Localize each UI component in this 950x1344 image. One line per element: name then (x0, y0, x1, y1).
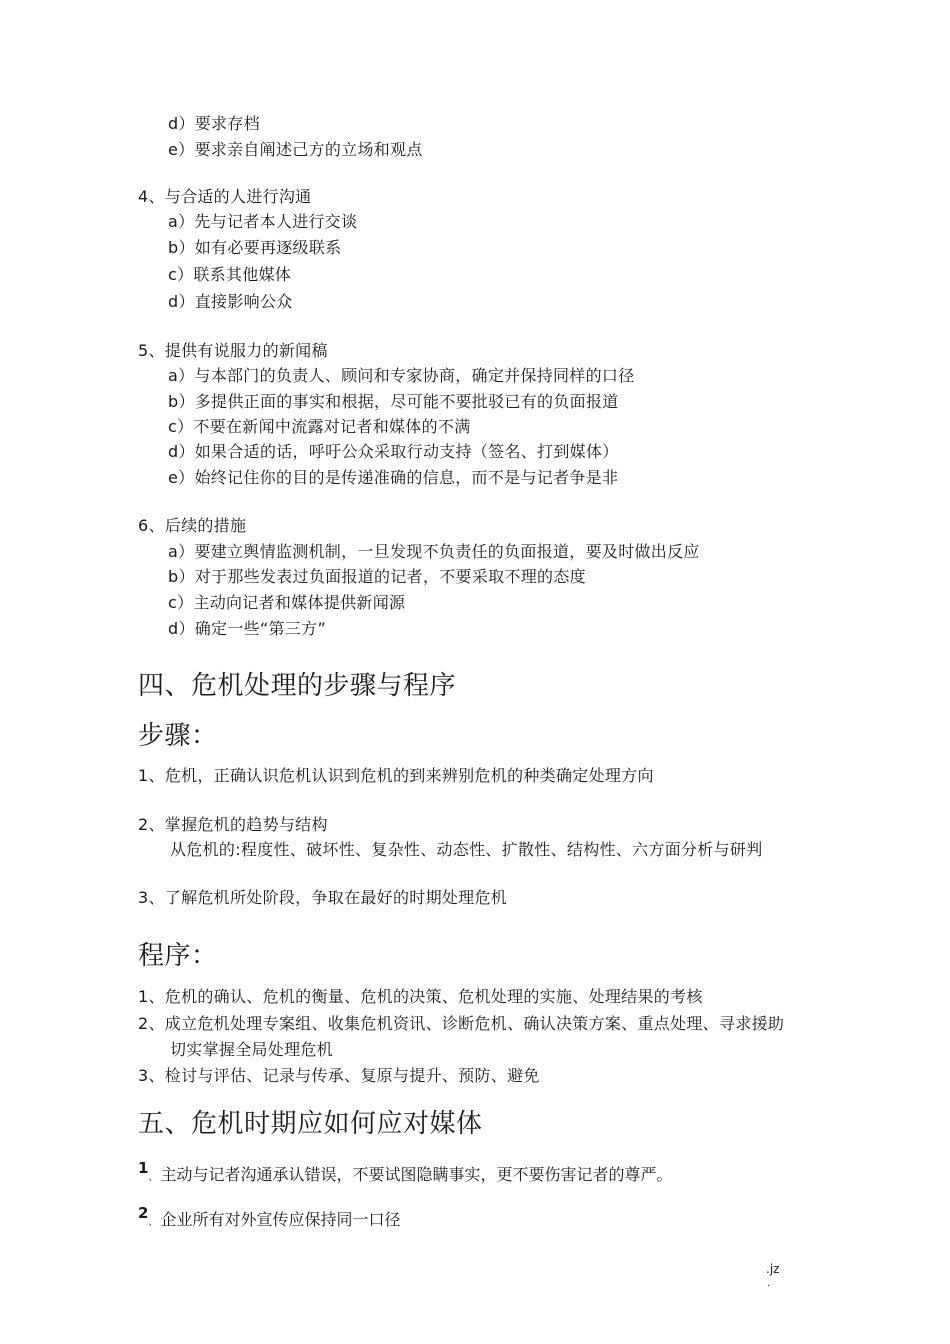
list-item: a）先与记者本人进行交谈 (168, 212, 358, 231)
list-item-continuation: 切实掌握全局处理危机 (170, 1040, 334, 1059)
list-text: 主动与记者沟通承认错误，不要试图隐瞒事实，更不要伤害记者的尊严。 (160, 1165, 673, 1184)
list-number: 2 (138, 1204, 149, 1222)
list-item: d）直接影响公众 (168, 292, 293, 311)
list-item: a）要建立舆情监测机制，一旦发现不负责任的负面报道，要及时做出反应 (168, 542, 700, 561)
list-item: 3、了解危机所处阶段，争取在最好的时期处理危机 (138, 888, 508, 907)
list-item: e）始终记住你的目的是传递准确的信息，而不是与记者争是非 (168, 468, 619, 487)
section-heading: 四、危机处理的步骤与程序 (138, 671, 457, 701)
list-separator: 、 (148, 1173, 158, 1183)
list-item: 1、危机的确认、危机的衡量、危机的决策、危机处理的实施、处理结果的考核 (138, 987, 703, 1006)
list-item (138, 1159, 673, 1188)
list-item: c）不要在新闻中流露对记者和媒体的不满 (168, 417, 471, 436)
list-item (138, 1204, 401, 1233)
list-item: b）对于那些发表过负面报道的记者，不要采取不理的态度 (168, 567, 586, 586)
list-separator: 、 (148, 1218, 158, 1228)
footer-dot: . (767, 1278, 771, 1289)
list-item: b）多提供正面的事实和根据，尽可能不要批驳已有的负面报道 (168, 392, 619, 411)
list-item-continuation: 从危机的:程度性、破坏性、复杂性、动态性、扩散性、结构性、六方面分析与研判 (170, 840, 763, 859)
list-item: 2、掌握危机的趋势与结构 (138, 815, 328, 834)
subsection-heading: 步骤： (138, 721, 218, 751)
subsection-heading: 程序： (138, 941, 218, 971)
list-number: 1 (138, 1159, 149, 1177)
list-item: c）联系其他媒体 (168, 265, 292, 284)
list-item: c）主动向记者和媒体提供新闻源 (168, 593, 406, 612)
section-heading: 五、危机时期应如何应对媒体 (138, 1109, 483, 1139)
list-item: b）如有必要再逐级联系 (168, 238, 342, 257)
list-item: 1、危机，正确认识危机认识到危机的到来辨别危机的种类确定处理方向 (138, 766, 654, 785)
list-item: 2、成立危机处理专案组、收集危机资讯、诊断危机、确认决策方案、重点处理、寻求援助 (138, 1014, 785, 1033)
list-item: a）与本部门的负责人、顾问和专家协商，确定并保持同样的口径 (168, 366, 635, 385)
list-item-title: 4、与合适的人进行沟通 (138, 187, 312, 206)
list-item: 3、检讨与评估、记录与传承、复原与提升、预防、避免 (138, 1066, 540, 1085)
list-item: d）确定一些“第三方” (168, 619, 327, 638)
footer-mark: .jz (766, 1262, 780, 1276)
list-item-title: 6、后续的措施 (138, 516, 247, 535)
list-item: d）要求存档 (168, 114, 260, 133)
list-item: e）要求亲自阐述己方的立场和观点 (168, 140, 423, 159)
list-text: 企业所有对外宣传应保持同一口径 (160, 1210, 401, 1229)
list-item-title: 5、提供有说服力的新闻稿 (138, 341, 328, 360)
list-item: d）如果合适的话，呼吁公众采取行动支持（签名、打到媒体） (168, 442, 619, 461)
